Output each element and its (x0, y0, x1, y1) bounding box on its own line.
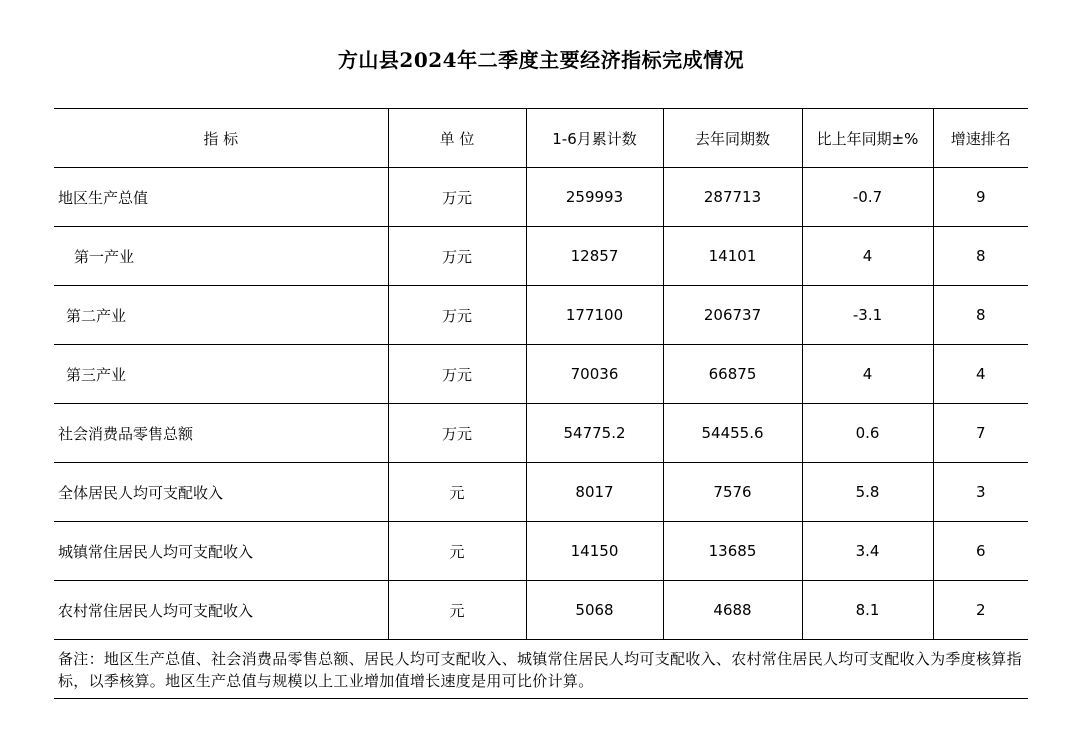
last-year-value: 13685 (663, 522, 802, 581)
indicator-name: 全体居民人均可支配收入 (54, 463, 388, 522)
last-year-value: 66875 (663, 345, 802, 404)
table-row (54, 345, 1028, 404)
cumulative-value: 8017 (526, 463, 663, 522)
cumulative-value: 259993 (526, 168, 663, 227)
indicator-unit: 万元 (388, 286, 526, 345)
table-row (54, 227, 1028, 286)
growth-rank: 8 (933, 286, 1028, 345)
indicator-name: 地区生产总值 (54, 168, 388, 227)
cumulative-value: 177100 (526, 286, 663, 345)
cumulative-value: 54775.2 (526, 404, 663, 463)
indicator-table (54, 108, 1028, 640)
change-percent: 5.8 (802, 463, 933, 522)
indicator-unit: 元 (388, 581, 526, 640)
table-row (54, 581, 1028, 640)
growth-rank: 8 (933, 227, 1028, 286)
growth-rank: 3 (933, 463, 1028, 522)
indicator-unit: 万元 (388, 168, 526, 227)
growth-rank: 7 (933, 404, 1028, 463)
change-percent: 0.6 (802, 404, 933, 463)
indicator-name: 第三产业 (54, 345, 388, 404)
change-percent: -0.7 (802, 168, 933, 227)
indicator-name: 第二产业 (54, 286, 388, 345)
indicator-name: 社会消费品零售总额 (54, 404, 388, 463)
indicator-unit: 万元 (388, 404, 526, 463)
footnote: 备注：地区生产总值、社会消费品零售总额、居民人均可支配收入、城镇常住居民人均可支配收入、农村常住居民人均可支配收入为季度核算指标，以季核算。地区生产总值与规模以上工业增加值增长速度是用可比价计算。 (58, 650, 1022, 690)
header-unit: 单 位 (388, 109, 526, 168)
header-rank: 增速排名 (933, 109, 1028, 168)
table-row (54, 404, 1028, 463)
growth-rank: 9 (933, 168, 1028, 227)
indicator-name: 农村常住居民人均可支配收入 (54, 581, 388, 640)
growth-rank: 4 (933, 345, 1028, 404)
indicator-name: 第一产业 (54, 227, 388, 286)
header-indicator: 指 标 (54, 109, 388, 168)
last-year-value: 4688 (663, 581, 802, 640)
last-year-value: 287713 (663, 168, 802, 227)
last-year-value: 14101 (663, 227, 802, 286)
indicator-unit: 元 (388, 522, 526, 581)
last-year-value: 54455.6 (663, 404, 802, 463)
header-last-year: 去年同期数 (663, 109, 802, 168)
indicator-unit: 万元 (388, 345, 526, 404)
last-year-value: 7576 (663, 463, 802, 522)
header-change: 比上年同期±% (802, 109, 933, 168)
page-title: 方山县2024年二季度主要经济指标完成情况 (337, 48, 745, 72)
header-cumulative: 1-6月累计数 (526, 109, 663, 168)
table-row (54, 286, 1028, 345)
indicator-name: 城镇常住居民人均可支配收入 (54, 522, 388, 581)
table-row (54, 168, 1028, 227)
cumulative-value: 12857 (526, 227, 663, 286)
footnote-divider (54, 698, 1028, 699)
change-percent: 3.4 (802, 522, 933, 581)
change-percent: 8.1 (802, 581, 933, 640)
indicator-unit: 万元 (388, 227, 526, 286)
table-row (54, 463, 1028, 522)
cumulative-value: 70036 (526, 345, 663, 404)
last-year-value: 206737 (663, 286, 802, 345)
cumulative-value: 5068 (526, 581, 663, 640)
table-header-row (54, 109, 1028, 168)
growth-rank: 2 (933, 581, 1028, 640)
indicator-unit: 元 (388, 463, 526, 522)
growth-rank: 6 (933, 522, 1028, 581)
cumulative-value: 14150 (526, 522, 663, 581)
change-percent: -3.1 (802, 286, 933, 345)
table-row (54, 522, 1028, 581)
change-percent: 4 (802, 345, 933, 404)
change-percent: 4 (802, 227, 933, 286)
